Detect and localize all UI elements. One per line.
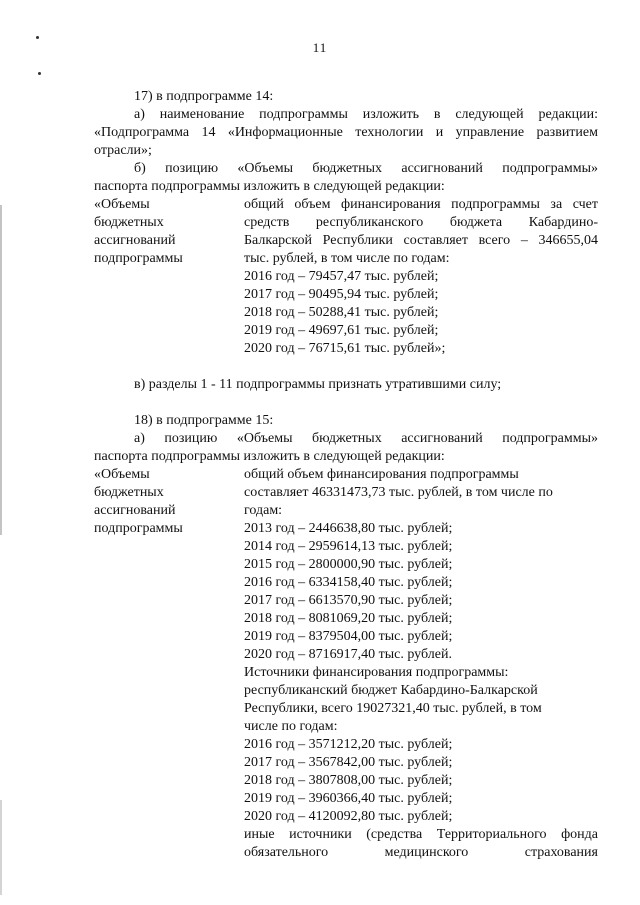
value-line: 2015 год – 2800000,90 тыс. рублей; <box>244 557 453 572</box>
value-line: составляет 46331473,73 тыс. рублей, в том числе по <box>244 485 553 500</box>
value-line: республиканский бюджет Кабардино-Балкарской <box>244 683 538 698</box>
label-line: ассигнований <box>94 503 176 518</box>
value-line: Балкарской Республики составляет всего – 346655,04 <box>244 233 598 248</box>
value-line: 2019 год – 49697,61 тыс. рублей; <box>244 323 439 338</box>
label-line: «Объемы <box>94 197 150 212</box>
value-line: годам: <box>244 503 283 518</box>
item-18-a-line: паспорта подпрограммы изложить в следующей редакции: <box>94 449 445 464</box>
value-line: иные источники (средства Территориального фонда <box>244 827 598 842</box>
value-line: 2016 год – 79457,47 тыс. рублей; <box>244 269 439 284</box>
value-line: 2017 год – 3567842,00 тыс. рублей; <box>244 755 453 770</box>
value-line: 2020 год – 76715,61 тыс. рублей»; <box>244 341 446 356</box>
value-line: тыс. рублей, в том числе по годам: <box>244 251 450 266</box>
funding-label <box>94 196 244 358</box>
item-17-b-line: паспорта подпрограммы изложить в следующей редакции: <box>94 179 445 194</box>
label-line: ассигнований <box>94 233 176 248</box>
item-18-funding-table <box>94 466 598 862</box>
funding-label <box>94 466 244 862</box>
value-line: 2013 год – 2446638,80 тыс. рублей; <box>244 521 453 536</box>
value-line: общий объем финансирования подпрограммы <box>244 467 519 482</box>
item-17-header: 17) в подпрограмме 14: <box>134 89 274 104</box>
item-17-funding-table <box>94 196 598 358</box>
page-number: 11 <box>312 40 328 55</box>
label-line: подпрограммы <box>94 251 183 266</box>
value-line: 2018 год – 50288,41 тыс. рублей; <box>244 305 439 320</box>
item-17-a-line: а) наименование подпрограммы изложить в следующей редакции: <box>134 107 598 122</box>
value-line: средств республиканского бюджета Кабардино- <box>244 215 598 230</box>
value-line: 2017 год – 6613570,90 тыс. рублей; <box>244 593 453 608</box>
value-line: Источники финансирования подпрограммы: <box>244 665 509 680</box>
item-18-header: 18) в подпрограмме 15: <box>134 413 274 428</box>
value-line: 2020 год – 4120092,80 тыс. рублей; <box>244 809 453 824</box>
funding-value <box>244 196 598 358</box>
document-body <box>94 88 598 862</box>
item-17-c-line: в) разделы 1 - 11 подпрограммы признать утратившими силу; <box>134 377 502 392</box>
scan-edge-mark <box>0 205 2 535</box>
item-18-a-line: а) позицию «Объемы бюджетных ассигнований подпрограммы» <box>134 431 598 446</box>
value-line: Республики, всего 19027321,40 тыс. рублей, в том <box>244 701 542 716</box>
scan-edge-mark <box>0 800 2 895</box>
value-line: 2019 год – 8379504,00 тыс. рублей; <box>244 629 453 644</box>
funding-value <box>244 466 598 862</box>
value-line: 2017 год – 90495,94 тыс. рублей; <box>244 287 439 302</box>
value-line: обязательного медицинского страхования <box>244 845 598 860</box>
value-line: 2018 год – 8081069,20 тыс. рублей; <box>244 611 453 626</box>
scan-speck <box>36 36 39 39</box>
value-line: 2016 год – 3571212,20 тыс. рублей; <box>244 737 453 752</box>
value-line: 2014 год – 2959614,13 тыс. рублей; <box>244 539 453 554</box>
item-17-a-line: отрасли»; <box>94 143 152 158</box>
label-line: «Объемы <box>94 467 150 482</box>
item-17-b-line: б) позицию «Объемы бюджетных ассигнований подпрограммы» <box>134 161 598 176</box>
value-line: 2016 год – 6334158,40 тыс. рублей; <box>244 575 453 590</box>
value-line: числе по годам: <box>244 719 338 734</box>
label-line: подпрограммы <box>94 521 183 536</box>
value-line: 2019 год – 3960366,40 тыс. рублей; <box>244 791 453 806</box>
value-line: 2020 год – 8716917,40 тыс. рублей. <box>244 647 452 662</box>
scan-speck <box>38 72 41 75</box>
item-17-a-line: «Подпрограмма 14 «Информационные технологии и управление развитием <box>94 125 598 140</box>
value-line: общий объем финансирования подпрограммы за счет <box>244 197 598 212</box>
label-line: бюджетных <box>94 215 164 230</box>
label-line: бюджетных <box>94 485 164 500</box>
value-line: 2018 год – 3807808,00 тыс. рублей; <box>244 773 453 788</box>
